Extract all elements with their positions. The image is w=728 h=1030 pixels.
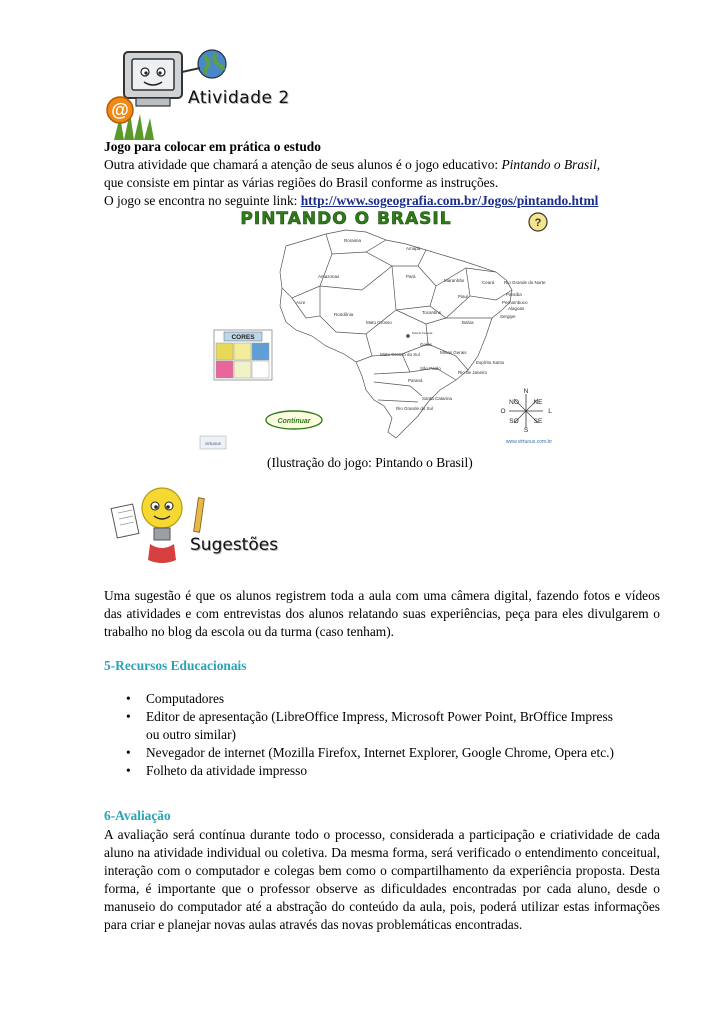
svg-text:Rio de Janeiro: Rio de Janeiro xyxy=(458,370,488,375)
game-link[interactable]: http://www.sogeografia.com.br/Jogos/pintando.html xyxy=(300,193,599,208)
svg-text:virtuous: virtuous xyxy=(205,441,221,446)
svg-text:Bahia: Bahia xyxy=(462,320,474,325)
site-url: www.virtuous.com.br xyxy=(505,439,552,445)
list-item: • Nevegador de internet (Mozilla Firefox, Internet Explorer, Google Chrome, Opera etc.) xyxy=(126,745,614,760)
list-item: • Folheto da atividade impresso xyxy=(126,763,308,778)
svg-text:São Paulo: São Paulo xyxy=(420,366,441,371)
svg-text:?: ? xyxy=(534,217,542,229)
svg-text:S: S xyxy=(523,427,529,434)
svg-text:Mato Grosso: Mato Grosso xyxy=(366,320,392,325)
svg-text:@: @ xyxy=(111,100,129,120)
cores-label: CORES xyxy=(231,334,255,341)
intro-line1-text: Outra atividade que chamará a atenção de seus alunos é o jogo educativo: xyxy=(104,157,502,172)
illustration-caption: (Ilustração do jogo: Pintando o Brasil) xyxy=(267,455,473,470)
svg-text:L: L xyxy=(548,408,552,415)
svg-text:Roraima: Roraima xyxy=(344,238,362,243)
svg-text:Acre: Acre xyxy=(296,300,306,305)
svg-text:Sergipe: Sergipe xyxy=(500,314,516,319)
svg-text:Amazonas: Amazonas xyxy=(318,274,340,279)
suggestions-badge xyxy=(110,486,310,566)
list-item: • Editor de apresentação (LibreOffice Impress, Microsoft Power Point, BrOffice Impress ou outro similar) xyxy=(126,709,613,742)
evaluation-paragraph: A avaliação será contínua durante todo o processo, considerada a participação e criatividade de cada aluno na atividade individual ou coletiva. Da mesma forma, será verificado o entendimento conceitual, interação com o computador e colegas bem como o compartilhamento da experiência proposta. Desta forma, é importante que o professor observe as dificuldades encontradas por cada aluno, desde o manuseio do computador até a abstração do conteúdo da aula, pois, poderá utilizar estas informações para criar e planejar novas aulas através das novas problemáticas encontradas. xyxy=(104,827,660,932)
color-swatch[interactable] xyxy=(252,343,269,360)
color-swatch[interactable] xyxy=(216,343,233,360)
color-swatch[interactable] xyxy=(234,361,251,378)
svg-text:Piauí: Piauí xyxy=(458,294,469,299)
svg-text:Rio Grande do Norte: Rio Grande do Norte xyxy=(504,280,546,285)
svg-text:Amapá: Amapá xyxy=(406,246,421,251)
svg-text:Paraná: Paraná xyxy=(408,378,423,383)
svg-text:NO: NO xyxy=(509,399,519,406)
game-section-heading: Jogo para colocar em prática o estudo xyxy=(104,139,321,154)
svg-text:Rondônia: Rondônia xyxy=(334,312,354,317)
svg-text:Minas Gerais: Minas Gerais xyxy=(440,350,467,355)
svg-text:Espírito Santo: Espírito Santo xyxy=(476,360,505,365)
svg-text:SO: SO xyxy=(509,418,519,425)
resources-list xyxy=(104,690,624,780)
intro-line1-suffix: , xyxy=(596,157,601,172)
svg-text:Pernambuco: Pernambuco xyxy=(502,300,528,305)
svg-text:Distrito Federal: Distrito Federal xyxy=(412,331,433,335)
help-icon[interactable] xyxy=(529,213,547,231)
svg-text:Paraíba: Paraíba xyxy=(506,292,522,297)
intro-line2: que consiste em pintar as várias regiões do Brasil conforme as instruções. xyxy=(104,175,499,190)
svg-text:Continuar: Continuar xyxy=(277,418,311,425)
svg-text:SE: SE xyxy=(533,418,543,425)
evaluation-heading: 6-Avaliação xyxy=(104,808,171,823)
resources-heading: 5-Recursos Educacionais xyxy=(104,658,247,673)
activity-badge xyxy=(100,42,320,144)
game-banner: PINTANDO O BRASIL xyxy=(240,209,452,229)
game-title: Pintando o Brasil xyxy=(501,157,597,172)
suggestions-badge-title: Sugestões xyxy=(190,535,279,555)
svg-text:Goiás: Goiás xyxy=(420,342,432,347)
continue-button[interactable] xyxy=(266,411,322,429)
color-swatch[interactable] xyxy=(234,343,251,360)
svg-text:Ceará: Ceará xyxy=(482,280,495,285)
svg-text:Rio Grande do Sul: Rio Grande do Sul xyxy=(396,406,434,411)
svg-text:N: N xyxy=(523,388,529,395)
color-swatch[interactable] xyxy=(252,361,269,378)
suggestions-paragraph: Uma sugestão é que os alunos registrem toda a aula com uma câmera digital, fazendo fotos e vídeos das atividades e com entrevistas dos alunos relatando suas experiências, peça para eles divulgarem o trabalho no blog da escola ou da turma (caso tenham). xyxy=(104,588,660,639)
list-item: • Computadores xyxy=(126,691,225,706)
svg-text:O: O xyxy=(500,408,506,415)
svg-text:NE: NE xyxy=(533,399,543,406)
intro-line3-text: O jogo se encontra no seguinte link: xyxy=(104,193,301,208)
compass-rose-icon xyxy=(500,388,552,434)
svg-text:Mato Grosso do Sul: Mato Grosso do Sul xyxy=(380,352,420,357)
virtuous-logo-icon xyxy=(200,436,226,449)
svg-text:Santa Catarina: Santa Catarina xyxy=(422,396,453,401)
svg-text:Alagoas: Alagoas xyxy=(508,306,525,311)
svg-text:Pará: Pará xyxy=(406,274,416,279)
svg-text:Maranhão: Maranhão xyxy=(444,278,465,283)
activity-badge-title: Atividade 2 xyxy=(188,88,290,108)
svg-text:Tocantins: Tocantins xyxy=(422,310,442,315)
intro-paragraph xyxy=(104,156,660,210)
color-swatch[interactable] xyxy=(216,361,233,378)
game-illustration xyxy=(196,206,560,454)
